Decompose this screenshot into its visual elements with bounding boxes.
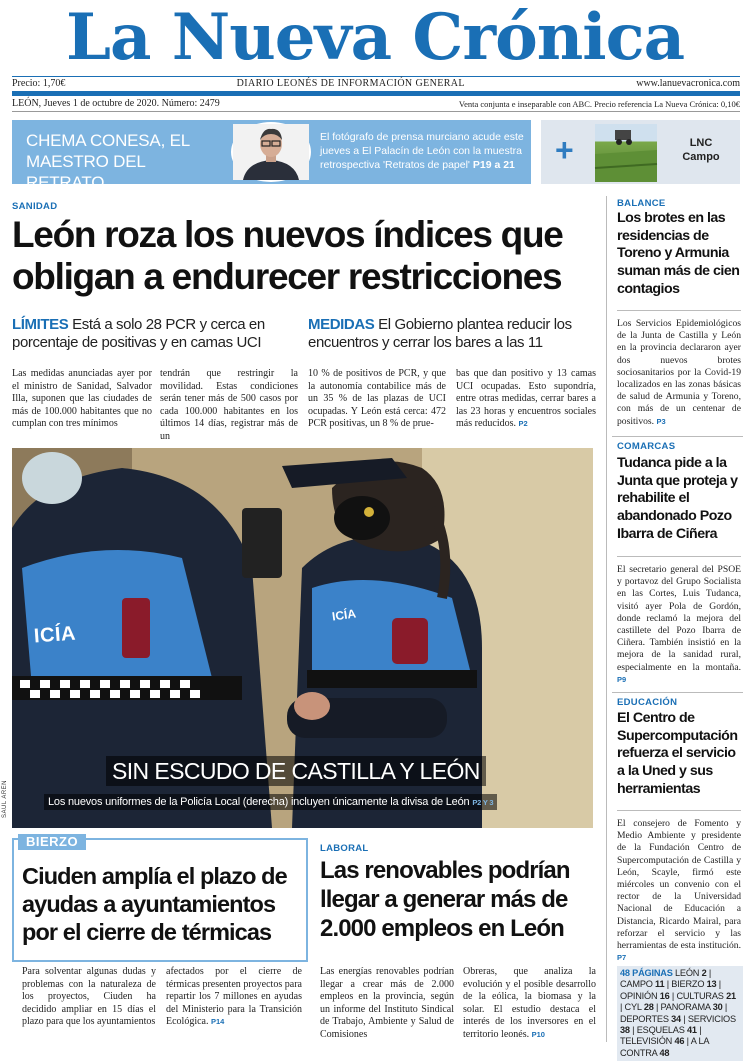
- index-items: [620, 968, 736, 1058]
- laboral-column-1: Las energías renovables podrían llegar a crear más de 2.000 empleos en la provincia, según un informe del Instituto Sindical de Trabajo, Ambiente y Salud de Comisiones: [320, 966, 454, 1040]
- comarcas-kicker: COMARCAS: [617, 441, 676, 452]
- photo-caption: [44, 794, 497, 810]
- index-item-page: 46: [674, 1036, 685, 1047]
- educacion-rule: [617, 810, 741, 811]
- educacion-headline[interactable]: El Centro de Supercomputación refuerza el servicio a la Uned y sus herramientas: [617, 710, 738, 797]
- portrait-photo: [231, 122, 311, 182]
- price: Precio: 1,70€: [12, 78, 66, 89]
- comarcas-page-ref[interactable]: P9: [617, 674, 627, 684]
- newspaper-title[interactable]: La Nueva Crónica: [65, 0, 685, 75]
- photo-caption-text: Los nuevos uniformes de la Policía Local (derecha) incluyen únicamente la divisa de León: [48, 796, 470, 808]
- masthead-bottom-rule: [12, 111, 740, 112]
- tagline: DIARIO LEONÉS DE INFORMACIÓN GENERAL: [236, 78, 465, 89]
- index-separator: |: [669, 990, 675, 1001]
- index-item-label: CULTURAS: [674, 990, 727, 1001]
- comarcas-text: [617, 564, 741, 686]
- laboral-column-2: [463, 966, 596, 1041]
- tractor-icon: [595, 124, 657, 182]
- bierzo-column-2-text: afectados por el cierre de térmicas presenten proyectos para repartir los 7 millones en ayudas del Ministerio para la Transición Ecológica.: [166, 966, 302, 1027]
- balance-kicker: BALANCE: [617, 198, 666, 209]
- deck-left-text: Está a solo 28 PCR y cerca en porcentaje de positivas y en camas UCI: [12, 316, 265, 351]
- promo-retrato-ref[interactable]: P19 a 21: [472, 159, 515, 171]
- laboral-kicker: LABORAL: [320, 843, 369, 854]
- index-item[interactable]: [634, 1025, 701, 1035]
- index-item[interactable]: [658, 1002, 727, 1012]
- promo-retrato-text: [320, 130, 525, 172]
- promo-campo-label: [669, 136, 733, 164]
- index-item-page: 34: [671, 1013, 681, 1024]
- index-item[interactable]: [622, 1002, 658, 1012]
- lead-column-4: [456, 368, 596, 431]
- balance-headline[interactable]: Los brotes en las residencias de Toreno y Armunia suman más de cien contagios: [617, 210, 740, 297]
- deck-left-lead: LÍMITES: [12, 316, 69, 333]
- educacion-page-ref[interactable]: P7: [617, 953, 627, 963]
- sidebar-separator-2: [612, 692, 743, 693]
- bierzo-page-ref[interactable]: P14: [210, 1017, 225, 1026]
- uniform-patch-right: ICÍA: [331, 606, 357, 624]
- index-item-page: 28: [643, 1002, 654, 1013]
- index-page-count: 48 PÁGINAS: [620, 968, 673, 978]
- index-item-label: BIERZO: [668, 979, 707, 990]
- index-item-label: CYL: [622, 1002, 644, 1013]
- masthead-rule: [12, 76, 740, 77]
- website-link[interactable]: www.lanuevacronica.com: [636, 78, 740, 89]
- masthead: [0, 0, 750, 112]
- promo-lnc-campo[interactable]: [541, 120, 740, 184]
- deck-right-text: El Gobierno plantea reducir los encuentros y cerrar los bares a las 11: [308, 316, 572, 351]
- index-item[interactable]: [669, 979, 721, 989]
- lead-column-3: 10 % de positivos de PCR, y que la autonomía contabilice más de un 35 % de las plazas de UCI ocupadas. Y León está cerca: 472 PCR positivas, un 8 % de prue-: [308, 368, 446, 429]
- bierzo-column-1: Para solventar algunas dudas y problemas con la naturaleza de los proyectos, Ciuden ha decidido ampliar en 15 días el plazo para que los ayuntamientos: [22, 966, 156, 1027]
- index-separator: |: [653, 1002, 659, 1013]
- index-item-page: 38: [620, 1025, 630, 1036]
- comarcas-rule: [617, 556, 741, 557]
- deck-right-lead: MEDIDAS: [308, 316, 375, 333]
- masthead-band: [12, 91, 740, 96]
- plus-icon: +: [555, 132, 574, 168]
- promo-campo-label-line1: LNC: [689, 137, 713, 149]
- index-separator: |: [722, 1002, 728, 1013]
- balance-rule: [617, 310, 741, 311]
- index-separator: |: [684, 1036, 689, 1047]
- laboral-page-ref[interactable]: P10: [531, 1029, 545, 1039]
- index-separator: |: [716, 979, 721, 990]
- educacion-text: [617, 818, 741, 964]
- index-separator: |: [620, 1002, 623, 1013]
- laboral-headline[interactable]: Las renovables podrían llegar a generar más de 2.000 empleos en León: [320, 857, 570, 942]
- index-separator: |: [706, 968, 712, 978]
- index-item-page: 21: [726, 990, 736, 1001]
- index-item-page: 11: [655, 979, 665, 990]
- index-item-label: ESQUELAS: [634, 1025, 688, 1036]
- photo-credit: SAÚL ARÉN: [2, 780, 8, 818]
- index-separator: |: [664, 979, 669, 990]
- index-item[interactable]: [620, 991, 674, 1001]
- laboral-column-2-text: Obreras, que analiza la evolución y el posible desarrollo de la eólica, la biomasa y la solar. El estudio destaca el interés de los inversores en el territorio leonés.: [463, 966, 596, 1040]
- masthead-info-row: [12, 78, 740, 89]
- index-item-page: 13: [706, 979, 717, 990]
- educacion-kicker: EDUCACIÓN: [617, 697, 678, 708]
- index-item-label: OPINIÓN: [620, 990, 660, 1001]
- sidebar-divider: [606, 196, 607, 1042]
- lead-column-4-text: bas que dan positivo y 13 camas UCI ocupadas. Esto supondría, entre otras medidas, cerrar bares a las 23 horas y encuentros sociales más reducidos.: [456, 368, 596, 429]
- index-separator: |: [680, 1013, 686, 1024]
- page-index: [617, 966, 743, 1061]
- sidebar-separator-1: [612, 436, 743, 437]
- lead-kicker: SANIDAD: [12, 201, 58, 212]
- photo-caption-title: SIN ESCUDO DE CASTILLA Y LEÓN: [106, 756, 486, 786]
- index-item-page: 16: [659, 990, 670, 1001]
- promo-campo-label-line2: Campo: [682, 151, 720, 163]
- promo-retrato-title: CHEMA CONESA, EL MAESTRO DEL RETRATO: [26, 131, 190, 192]
- index-item[interactable]: [675, 968, 711, 978]
- bierzo-headline[interactable]: Ciuden amplía el plazo de ayudas a ayuntamientos por el cierre de térmicas: [22, 863, 287, 945]
- lead-column-2: tendrán que restringir la movilidad. Estas condiciones serán tener más de 500 casos por cada 100.000 habitantes en los últimos 14 días, registrar más de un: [160, 368, 298, 442]
- index-item-label: LEÓN: [675, 968, 702, 978]
- lead-column-1: Las medidas anunciadas ayer por el ministro de Sanidad, Salvador Illa, suponen que las ciudades de más de 100.000 habitantes que no cumplan con tres mínimos: [12, 368, 152, 429]
- index-item-label: TELEVISIÓN: [620, 1036, 675, 1047]
- comarcas-body: El secretario general del PSOE y portavoz del Grupo Socialista en las Cortes, Luis Tudanca, visitó ayer Pola de Gordón, donde reclamó la mejora del castillete del Pozo Ibarra de Ciñera. También insistió en la mejora de la sanidad rural, especialmente en la montaña.: [617, 564, 741, 673]
- index-item-label: DEPORTES: [620, 1013, 672, 1024]
- lead-page-ref[interactable]: P2: [518, 419, 528, 428]
- bierzo-tag: BIERZO: [18, 834, 86, 850]
- photo-caption-ref[interactable]: P2 Y 3: [472, 798, 494, 807]
- lead-deck-right: [308, 316, 598, 352]
- lead-deck-left: [12, 316, 297, 352]
- promo-retrato-body: El fotógrafo de prensa murciano acude este jueves a El Palacín de León con la muestra retrospectiva 'Retratos de papel': [320, 131, 524, 171]
- index-item[interactable]: [620, 979, 669, 989]
- balance-page-ref[interactable]: P3: [656, 416, 666, 426]
- balance-text: [617, 318, 741, 428]
- educacion-body: El consejero de Fomento y Medio Ambiente y presidente de la Fundación Centro de Supercomputación de Castilla y León, Scayle, firmó este miércoles un convenio con el rector de la Universidad Nacional de Educación a Distancia, Ricardo Mairal, para reforzar el servicio y las herramientas de esta institución.: [617, 818, 741, 952]
- promo-retrato[interactable]: [12, 120, 531, 192]
- joint-sale-note: Venta conjunta e inseparable con ABC. Precio referencia La Nueva Crónica: 0,10€: [458, 98, 740, 109]
- index-item-label: PANORAMA: [658, 1002, 713, 1013]
- portrait-icon: [233, 124, 309, 180]
- index-item[interactable]: [620, 1014, 686, 1024]
- lead-headline[interactable]: León roza los nuevos índices que obligan a endurecer restricciones: [12, 214, 563, 297]
- index-separator: |: [696, 1025, 702, 1036]
- field-photo: [595, 124, 657, 182]
- index-item-label: A LA CONTRA: [620, 1036, 709, 1058]
- index-item-page: 41: [687, 1025, 697, 1036]
- index-separator: |: [629, 1025, 635, 1036]
- bierzo-column-2: [166, 966, 302, 1029]
- index-item-page: 48: [659, 1047, 670, 1058]
- index-item-page: 30: [712, 1002, 723, 1013]
- balance-body: Los Servicios Epidemiológicos de la Junta de Castilla y León en la provincia declararon ayer dos nuevos brotes sociosanitarios por la Covid-19 localizados en las zonas básicas de salud de Armunia y Toreno, con más de un centenar de positivos.: [617, 318, 741, 427]
- dateline: LEÓN, Jueves 1 de octubre de 2020. Número: 2479: [12, 98, 220, 109]
- index-item-label: SERVICIOS: [685, 1013, 736, 1024]
- uniform-patch-left: ICÍA: [33, 622, 77, 648]
- index-item[interactable]: [620, 1036, 689, 1046]
- dateline-row: [12, 98, 740, 109]
- index-item-label: CAMPO: [620, 979, 656, 990]
- index-item-page: 2: [701, 968, 707, 978]
- comarcas-headline[interactable]: Tudanca pide a la Junta que proteja y rehabilite el abandonado Pozo Ibarra de Ciñera: [617, 455, 738, 542]
